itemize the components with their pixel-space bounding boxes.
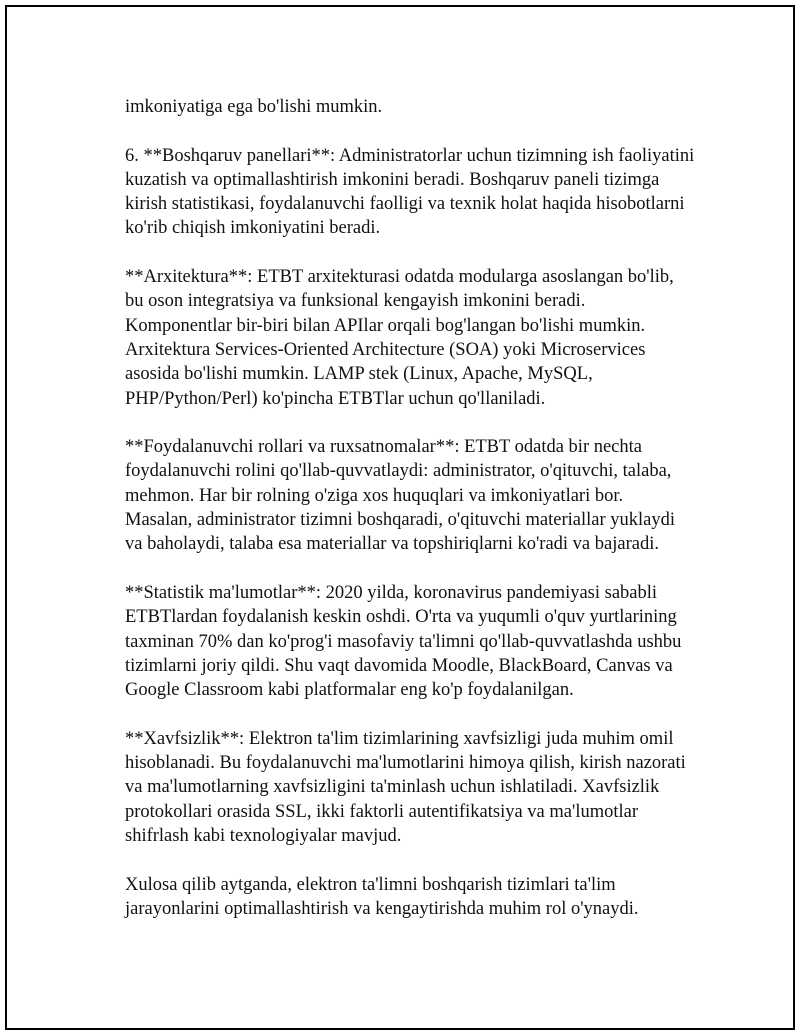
paragraph-continuation: imkoniyatiga ega bo'lishi mumkin. xyxy=(125,97,383,117)
paragraph-user-roles: **Foydalanuvchi rollari va ruxsatnomalar**: ETBT odatda bir nechta foydalanuvchi rolini qo'llab-quvvatlaydi: administrator, o'qituvchi, talaba, mehmon. Har bir rolning o'ziga xos huquqlari va imkoniyatlari bor. Masalan, administrator tizimni boshqaradi, o'qituvchi materiallar yuklaydi va baholaydi, talaba esa materiallar va topshiriqlarni ko'radi va bajaradi. xyxy=(125,437,675,555)
paragraph-conclusion: Xulosa qilib aytganda, elektron ta'limni boshqarish tizimlari ta'lim jarayonlarini optimallashtirish va kengaytirishda muhim rol o'ynaydi. xyxy=(125,874,639,919)
paragraph-architecture: **Arxitektura**: ETBT arxitekturasi odatda modularga asoslangan bo'lib, bu oson integratsiya va funksional kengayish imkonini beradi. Komponentlar bir-biri bilan APIlar orqali bog'langan bo'lishi mumkin. Arxitektura Services-Oriented Architecture (SOA) yoki Microservices asosida bo'lishi mumkin. LAMP stek (Linux, Apache, MySQL, PHP/Python/Perl) ko'pincha ETBTlar uchun qo'llaniladi. xyxy=(125,267,674,409)
paragraph-security: **Xavfsizlik**: Elektron ta'lim tizimlarining xavfsizligi juda muhim omil hisoblanadi. Bu foydalanuvchi ma'lumotlarini himoya qilish, kirish nazorati va ma'lumotlarning xavfsizligini ta'minlash uchun ishlatiladi. Xavfsizlik protokollari orasida SSL, ikki faktorli autentifikatsiya va ma'lumotlar shifrlash kabi texnologiyalar mavjud. xyxy=(125,728,686,846)
page-frame xyxy=(5,5,795,1030)
paragraph-dashboards: 6. **Boshqaruv panellari**: Administratorlar uchun tizimning ish faoliyatini kuzatish va optimallashtirish imkonini beradi. Boshqaruv paneli tizimga kirish statistikasi, foydalanuvchi faolligi va texnik holat haqida hisobotlarni ko'rib chiqish imkoniyatini beradi. xyxy=(125,145,695,239)
paragraph-statistics: **Statistik ma'lumotlar**: 2020 yilda, koronavirus pandemiyasi sababli ETBTlardan foydalanish keskin oshdi. O'rta va yuqumli o'quv yurtlarining taxminan 70% dan ko'prog'i masofaviy ta'limni qo'llab-quvvatlashda ushbu tizimlarni joriy qildi. Shu vaqt davomida Moodle, BlackBoard, Canvas va Google Classroom kabi platformalar eng ko'p foydalanilgan. xyxy=(125,582,682,701)
document-body xyxy=(125,95,725,945)
